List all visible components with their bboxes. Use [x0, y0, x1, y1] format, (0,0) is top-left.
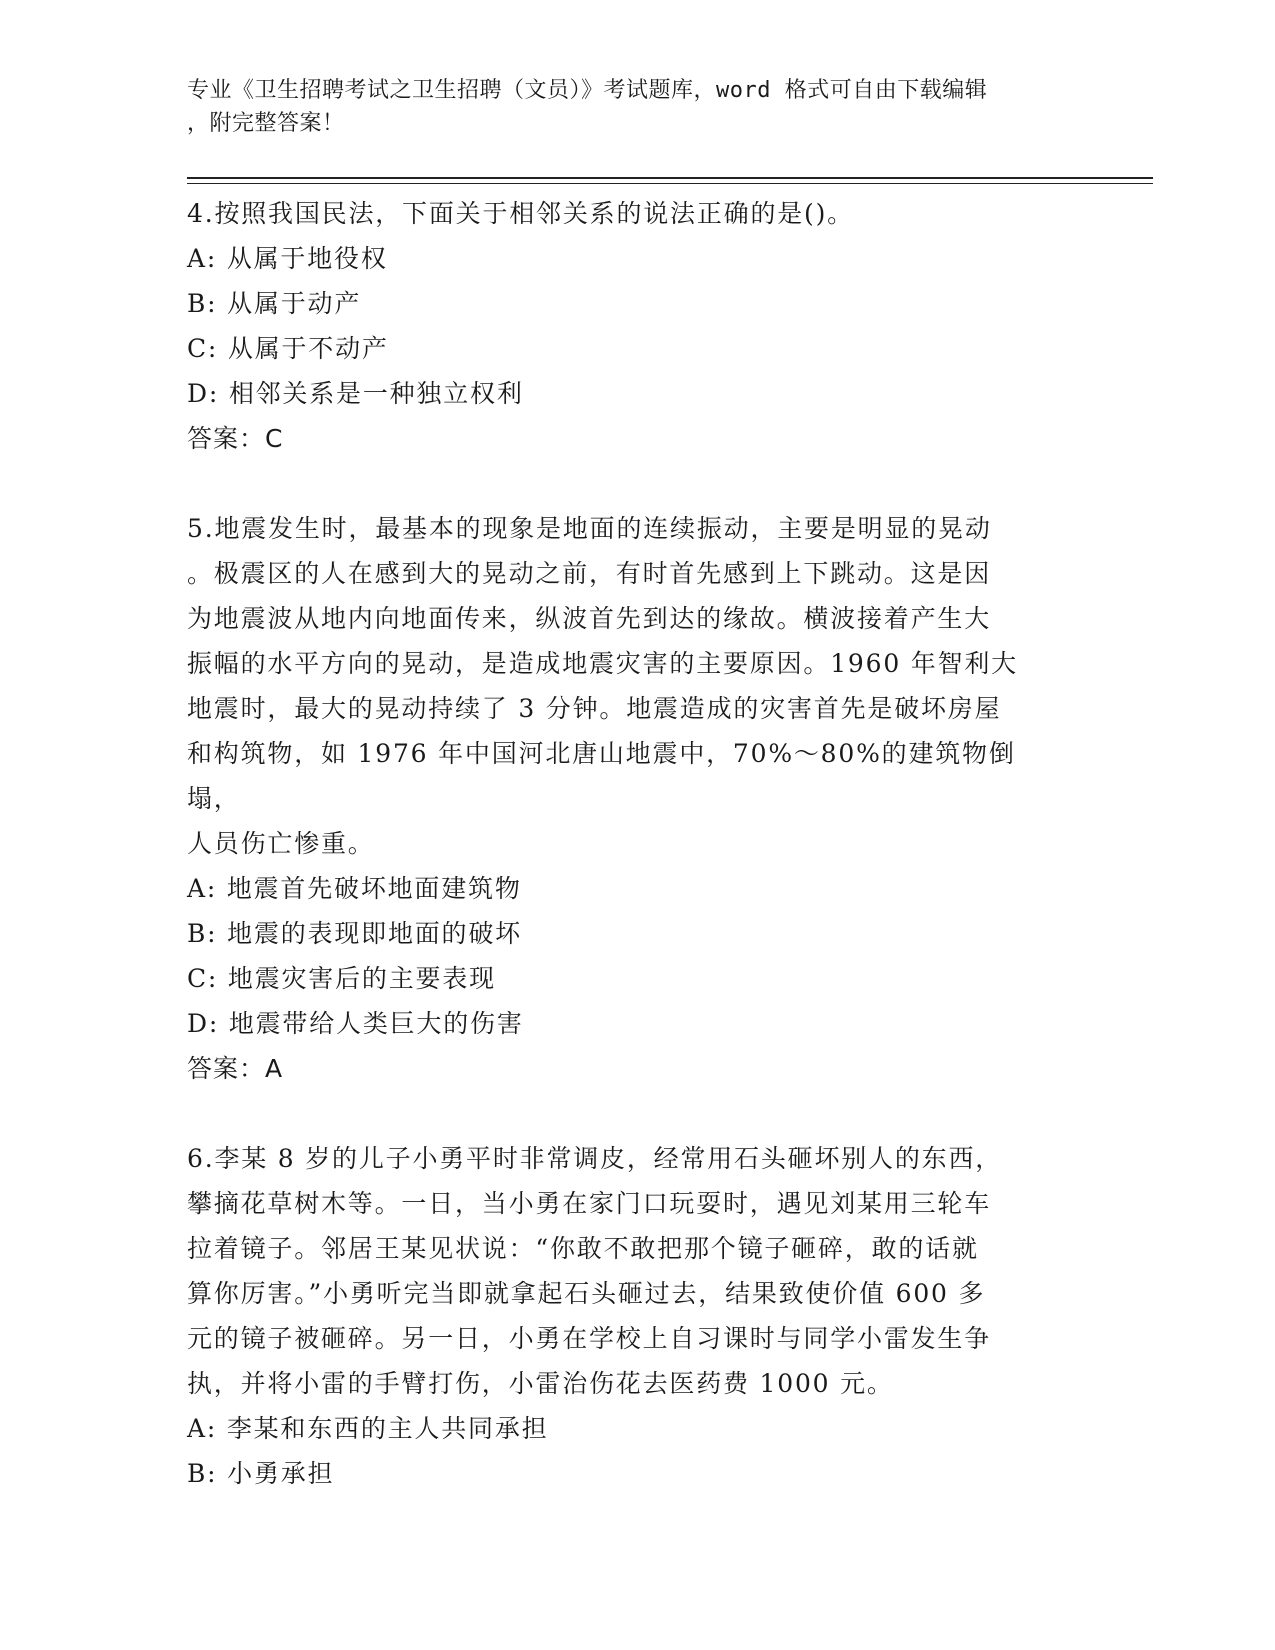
- option-d: D: 相邻关系是一种独立权利: [187, 379, 524, 408]
- document-header: [187, 74, 1067, 140]
- question-5: [187, 506, 1067, 1091]
- question-text: 算你厉害。”小勇听完当即就拿起石头砸过去，结果致使价值 600 多: [187, 1279, 986, 1308]
- question-text: 执，并将小雷的手臂打伤，小雷治伤花去医药费 1000 元。: [187, 1369, 894, 1398]
- question-text: 4.按照我国民法，下面关于相邻关系的说法正确的是()。: [187, 199, 854, 228]
- question-text: 拉着镜子。邻居王某见状说：“你敢不敢把那个镜子砸碎，敢的话就: [187, 1234, 979, 1263]
- answer-label: 答案：A: [187, 1054, 284, 1083]
- option-c: C: 地震灾害后的主要表现: [187, 964, 496, 993]
- option-b: B: 从属于动产: [187, 289, 362, 318]
- question-text: 攀摘花草树木等。一日，当小勇在家门口玩耍时，遇见刘某用三轮车: [187, 1189, 992, 1218]
- question-text: 。极震区的人在感到大的晃动之前，有时首先感到上下跳动。这是因: [187, 559, 992, 588]
- question-text: 人员伤亡惨重。: [187, 829, 375, 858]
- question-text: 和构筑物，如 1976 年中国河北唐山地震中，70%～80%的建筑物倒塌，: [187, 739, 1016, 813]
- question-text: 5.地震发生时，最基本的现象是地面的连续振动，主要是明显的晃动: [187, 514, 992, 543]
- question-text: 元的镜子被砸碎。另一日，小勇在学校上自习课时与同学小雷发生争: [187, 1324, 992, 1353]
- header-line: 专业《卫生招聘考试之卫生招聘（文员）》考试题库，word 格式可自由下载编辑: [187, 78, 988, 103]
- option-c: C: 从属于不动产: [187, 334, 389, 363]
- answer-label: 答案：C: [187, 424, 284, 453]
- header-divider: [187, 177, 1153, 179]
- option-a: A: 从属于地役权: [187, 244, 388, 273]
- option-a: A: 李某和东西的主人共同承担: [187, 1414, 549, 1443]
- question-text: 地震时，最大的晃动持续了 3 分钟。地震造成的灾害首先是破坏房屋: [187, 694, 1002, 723]
- question-list: [187, 191, 1067, 1496]
- question-4: [187, 191, 1067, 461]
- option-b: B: 小勇承担: [187, 1459, 335, 1488]
- question-text: 6.李某 8 岁的儿子小勇平时非常调皮，经常用石头砸坏别人的东西，: [187, 1144, 1003, 1173]
- question-text: 振幅的水平方向的晃动，是造成地震灾害的主要原因。1960 年智利大: [187, 649, 1018, 678]
- question-6: [187, 1136, 1067, 1496]
- question-text: 为地震波从地内向地面传来，纵波首先到达的缘故。横波接着产生大: [187, 604, 992, 633]
- option-b: B: 地震的表现即地面的破坏: [187, 919, 522, 948]
- header-line: ，附完整答案！: [187, 111, 345, 136]
- option-a: A: 地震首先破坏地面建筑物: [187, 874, 522, 903]
- header-divider: [187, 183, 1153, 184]
- option-d: D: 地震带给人类巨大的伤害: [187, 1009, 524, 1038]
